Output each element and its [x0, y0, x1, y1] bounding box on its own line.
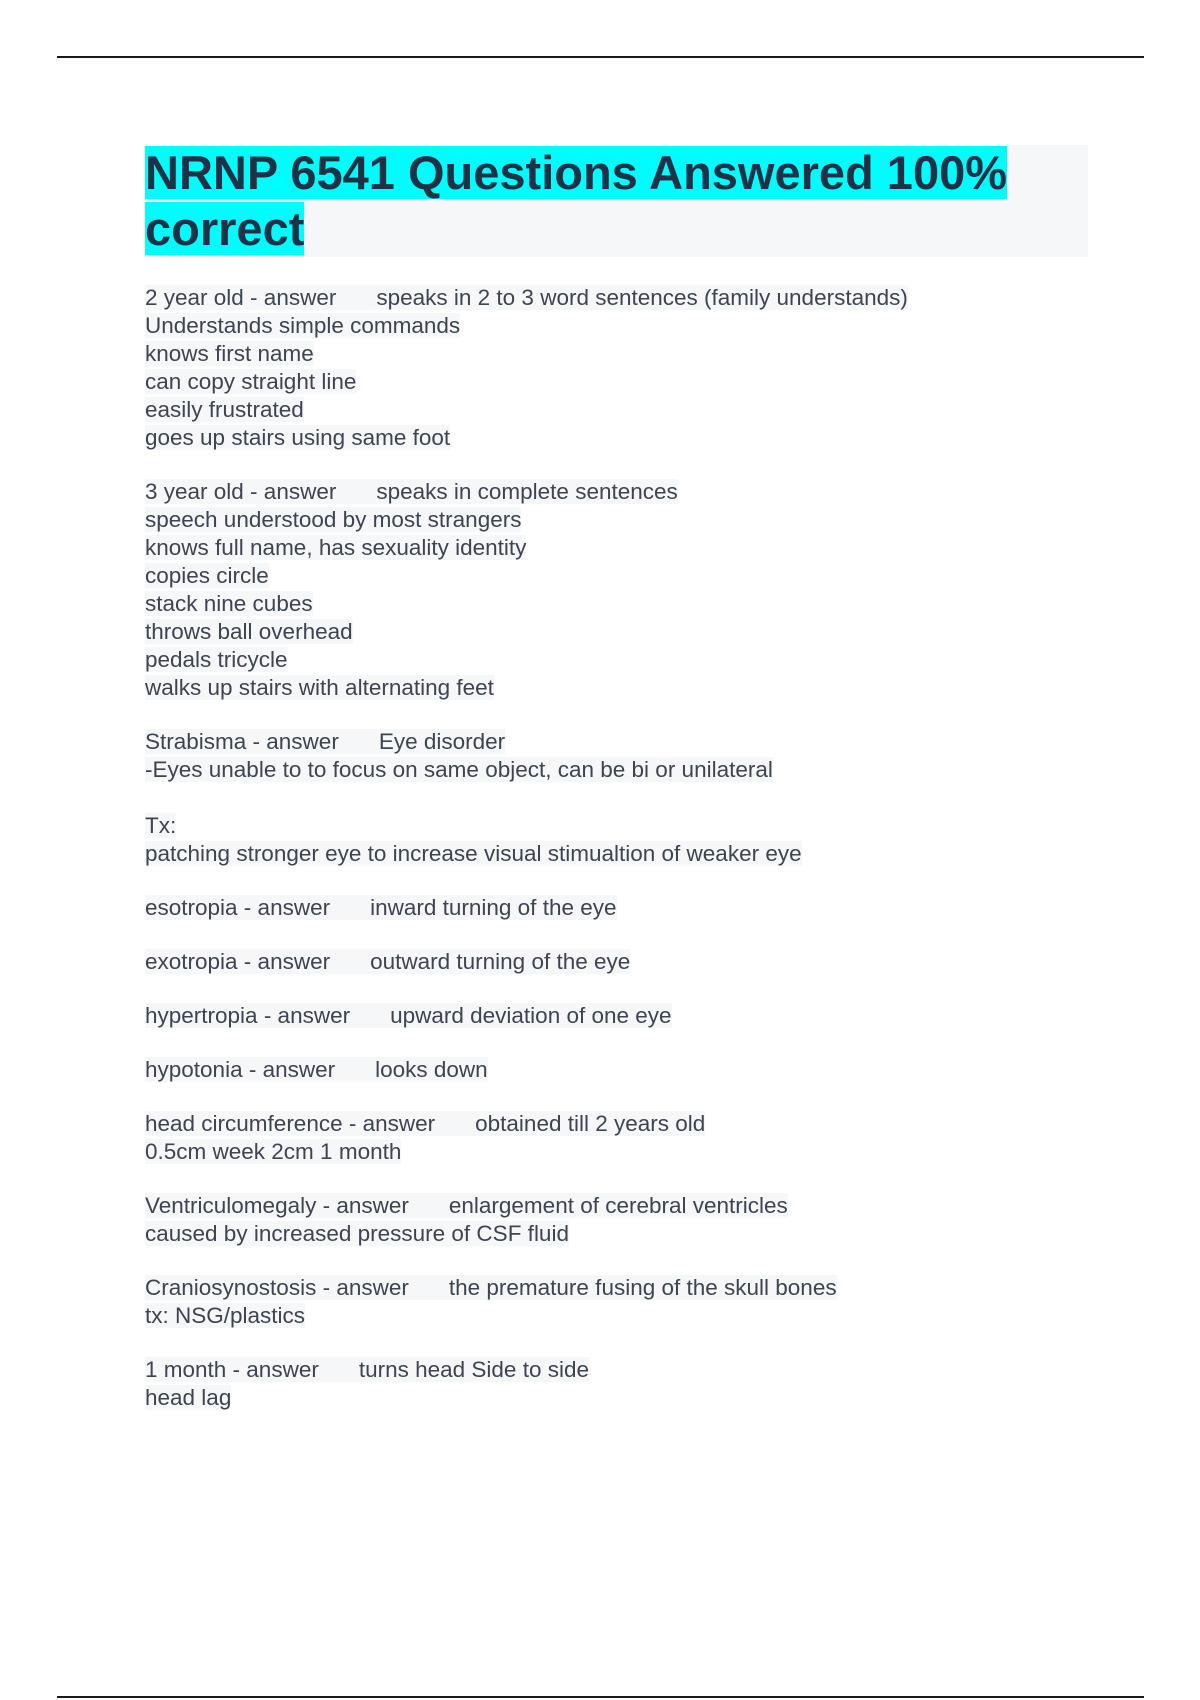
- qa-entry-heading: [145, 728, 1095, 756]
- qa-entry: [145, 894, 1095, 922]
- qa-term: 1 month - answer: [145, 1357, 319, 1382]
- qa-entry: [145, 1110, 1095, 1166]
- qa-entry-shade: [145, 1111, 705, 1136]
- qa-detail-text: knows full name, has sexuality identity: [145, 535, 527, 560]
- qa-entry-heading: [145, 478, 1095, 506]
- qa-detail-text: can copy straight line: [145, 369, 357, 394]
- qa-answer: outward turning of the eye: [370, 949, 631, 974]
- qa-detail-text: knows first name: [145, 341, 314, 366]
- qa-answer: turns head Side to side: [358, 1357, 589, 1382]
- qa-entry: [145, 948, 1095, 976]
- qa-detail-text: Tx:: [145, 813, 177, 838]
- qa-term: Craniosynostosis - answer: [145, 1275, 409, 1300]
- qa-answer: upward deviation of one eye: [390, 1003, 672, 1028]
- qa-entry: [145, 1274, 1095, 1330]
- qa-detail-line: [145, 340, 1095, 368]
- qa-detail-line: [145, 312, 1095, 340]
- qa-answer: obtained till 2 years old: [475, 1111, 706, 1136]
- qa-term: head circumference - answer: [145, 1111, 436, 1136]
- qa-answer: speaks in complete sentences: [376, 479, 678, 504]
- title-block: [145, 145, 1088, 257]
- qa-term: hypotonia - answer: [145, 1057, 336, 1082]
- qa-entry-heading: [145, 1110, 1095, 1138]
- qa-entry-shade: [145, 1057, 488, 1082]
- qa-entry-heading: [145, 1056, 1095, 1084]
- qa-entry: [145, 728, 1095, 868]
- qa-detail-line: [145, 618, 1095, 646]
- qa-detail-line: [145, 1220, 1095, 1248]
- qa-entry-shade: [145, 1193, 788, 1218]
- qa-entry-shade: [145, 285, 908, 310]
- qa-entry-heading: [145, 1274, 1095, 1302]
- qa-entry-heading: [145, 1002, 1095, 1030]
- qa-detail-line: [145, 840, 1095, 868]
- qa-detail-line: [145, 646, 1095, 674]
- title-highlight: NRNP 6541 Questions Answered 100% correct: [145, 146, 1008, 255]
- qa-detail-line: [145, 424, 1095, 452]
- qa-term: exotropia - answer: [145, 949, 331, 974]
- qa-detail-text: 0.5cm week 2cm 1 month: [145, 1139, 402, 1164]
- qa-detail-line: [145, 562, 1095, 590]
- qa-entry: [145, 1192, 1095, 1248]
- qa-entry: [145, 478, 1095, 702]
- qa-term: Ventriculomegaly - answer: [145, 1193, 409, 1218]
- qa-entry-shade: [145, 729, 505, 754]
- qa-detail-line: [145, 1384, 1095, 1412]
- qa-detail-line: [145, 812, 1095, 840]
- qa-entry-shade: [145, 1275, 837, 1300]
- qa-entry-heading: [145, 894, 1095, 922]
- qa-entry-heading: [145, 1356, 1095, 1384]
- qa-term: esotropia - answer: [145, 895, 331, 920]
- qa-answer: inward turning of the eye: [370, 895, 617, 920]
- qa-entry: [145, 1356, 1095, 1412]
- qa-term: Strabisma - answer: [145, 729, 339, 754]
- qa-term: 2 year old - answer: [145, 285, 337, 310]
- qa-detail-line: [145, 674, 1095, 702]
- qa-answer: speaks in 2 to 3 word sentences (family understands): [376, 285, 908, 310]
- qa-detail-text: head lag: [145, 1385, 232, 1410]
- qa-detail-line: [145, 1138, 1095, 1166]
- qa-detail-text: easily frustrated: [145, 397, 304, 422]
- qa-detail-text: goes up stairs using same foot: [145, 425, 451, 450]
- qa-detail-text: caused by increased pressure of CSF fluid: [145, 1221, 569, 1246]
- qa-detail-line: [145, 396, 1095, 424]
- qa-entry-shade: [145, 949, 630, 974]
- qa-entry-heading: [145, 1192, 1095, 1220]
- qa-detail-text: speech understood by most strangers: [145, 507, 522, 532]
- top-rule: [57, 56, 1144, 58]
- qa-detail-text: patching stronger eye to increase visual stimualtion of weaker eye: [145, 841, 802, 866]
- qa-detail-line: [145, 590, 1095, 618]
- qa-entry: [145, 1002, 1095, 1030]
- qa-list: [145, 284, 1095, 1438]
- blank-line: [145, 784, 1095, 812]
- qa-answer: Eye disorder: [378, 729, 506, 754]
- qa-entry-shade: [145, 895, 617, 920]
- qa-entry-shade: [145, 1003, 672, 1028]
- qa-entry-shade: [145, 479, 678, 504]
- qa-answer: looks down: [375, 1057, 488, 1082]
- qa-detail-text: pedals tricycle: [145, 647, 288, 672]
- qa-answer: the premature fusing of the skull bones: [448, 1275, 837, 1300]
- qa-detail-line: [145, 368, 1095, 396]
- qa-term: 3 year old - answer: [145, 479, 337, 504]
- qa-entry-heading: [145, 948, 1095, 976]
- qa-detail-text: throws ball overhead: [145, 619, 353, 644]
- qa-entry: [145, 1056, 1095, 1084]
- qa-detail-line: [145, 506, 1095, 534]
- qa-answer: enlargement of cerebral ventricles: [448, 1193, 788, 1218]
- qa-term: hypertropia - answer: [145, 1003, 351, 1028]
- page-title: [145, 145, 1088, 257]
- qa-detail-text: copies circle: [145, 563, 269, 588]
- qa-detail-text: -Eyes unable to to focus on same object, can be bi or unilateral: [145, 757, 773, 782]
- qa-detail-text: stack nine cubes: [145, 591, 313, 616]
- qa-detail-text: Understands simple commands: [145, 313, 461, 338]
- qa-detail-line: [145, 1302, 1095, 1330]
- qa-detail-line: [145, 756, 1095, 784]
- qa-detail-text: walks up stairs with alternating feet: [145, 675, 494, 700]
- qa-detail-line: [145, 534, 1095, 562]
- qa-entry-shade: [145, 1357, 589, 1382]
- qa-entry: [145, 284, 1095, 452]
- qa-entry-heading: [145, 284, 1095, 312]
- bottom-rule: [57, 1696, 1144, 1698]
- qa-detail-text: tx: NSG/plastics: [145, 1303, 306, 1328]
